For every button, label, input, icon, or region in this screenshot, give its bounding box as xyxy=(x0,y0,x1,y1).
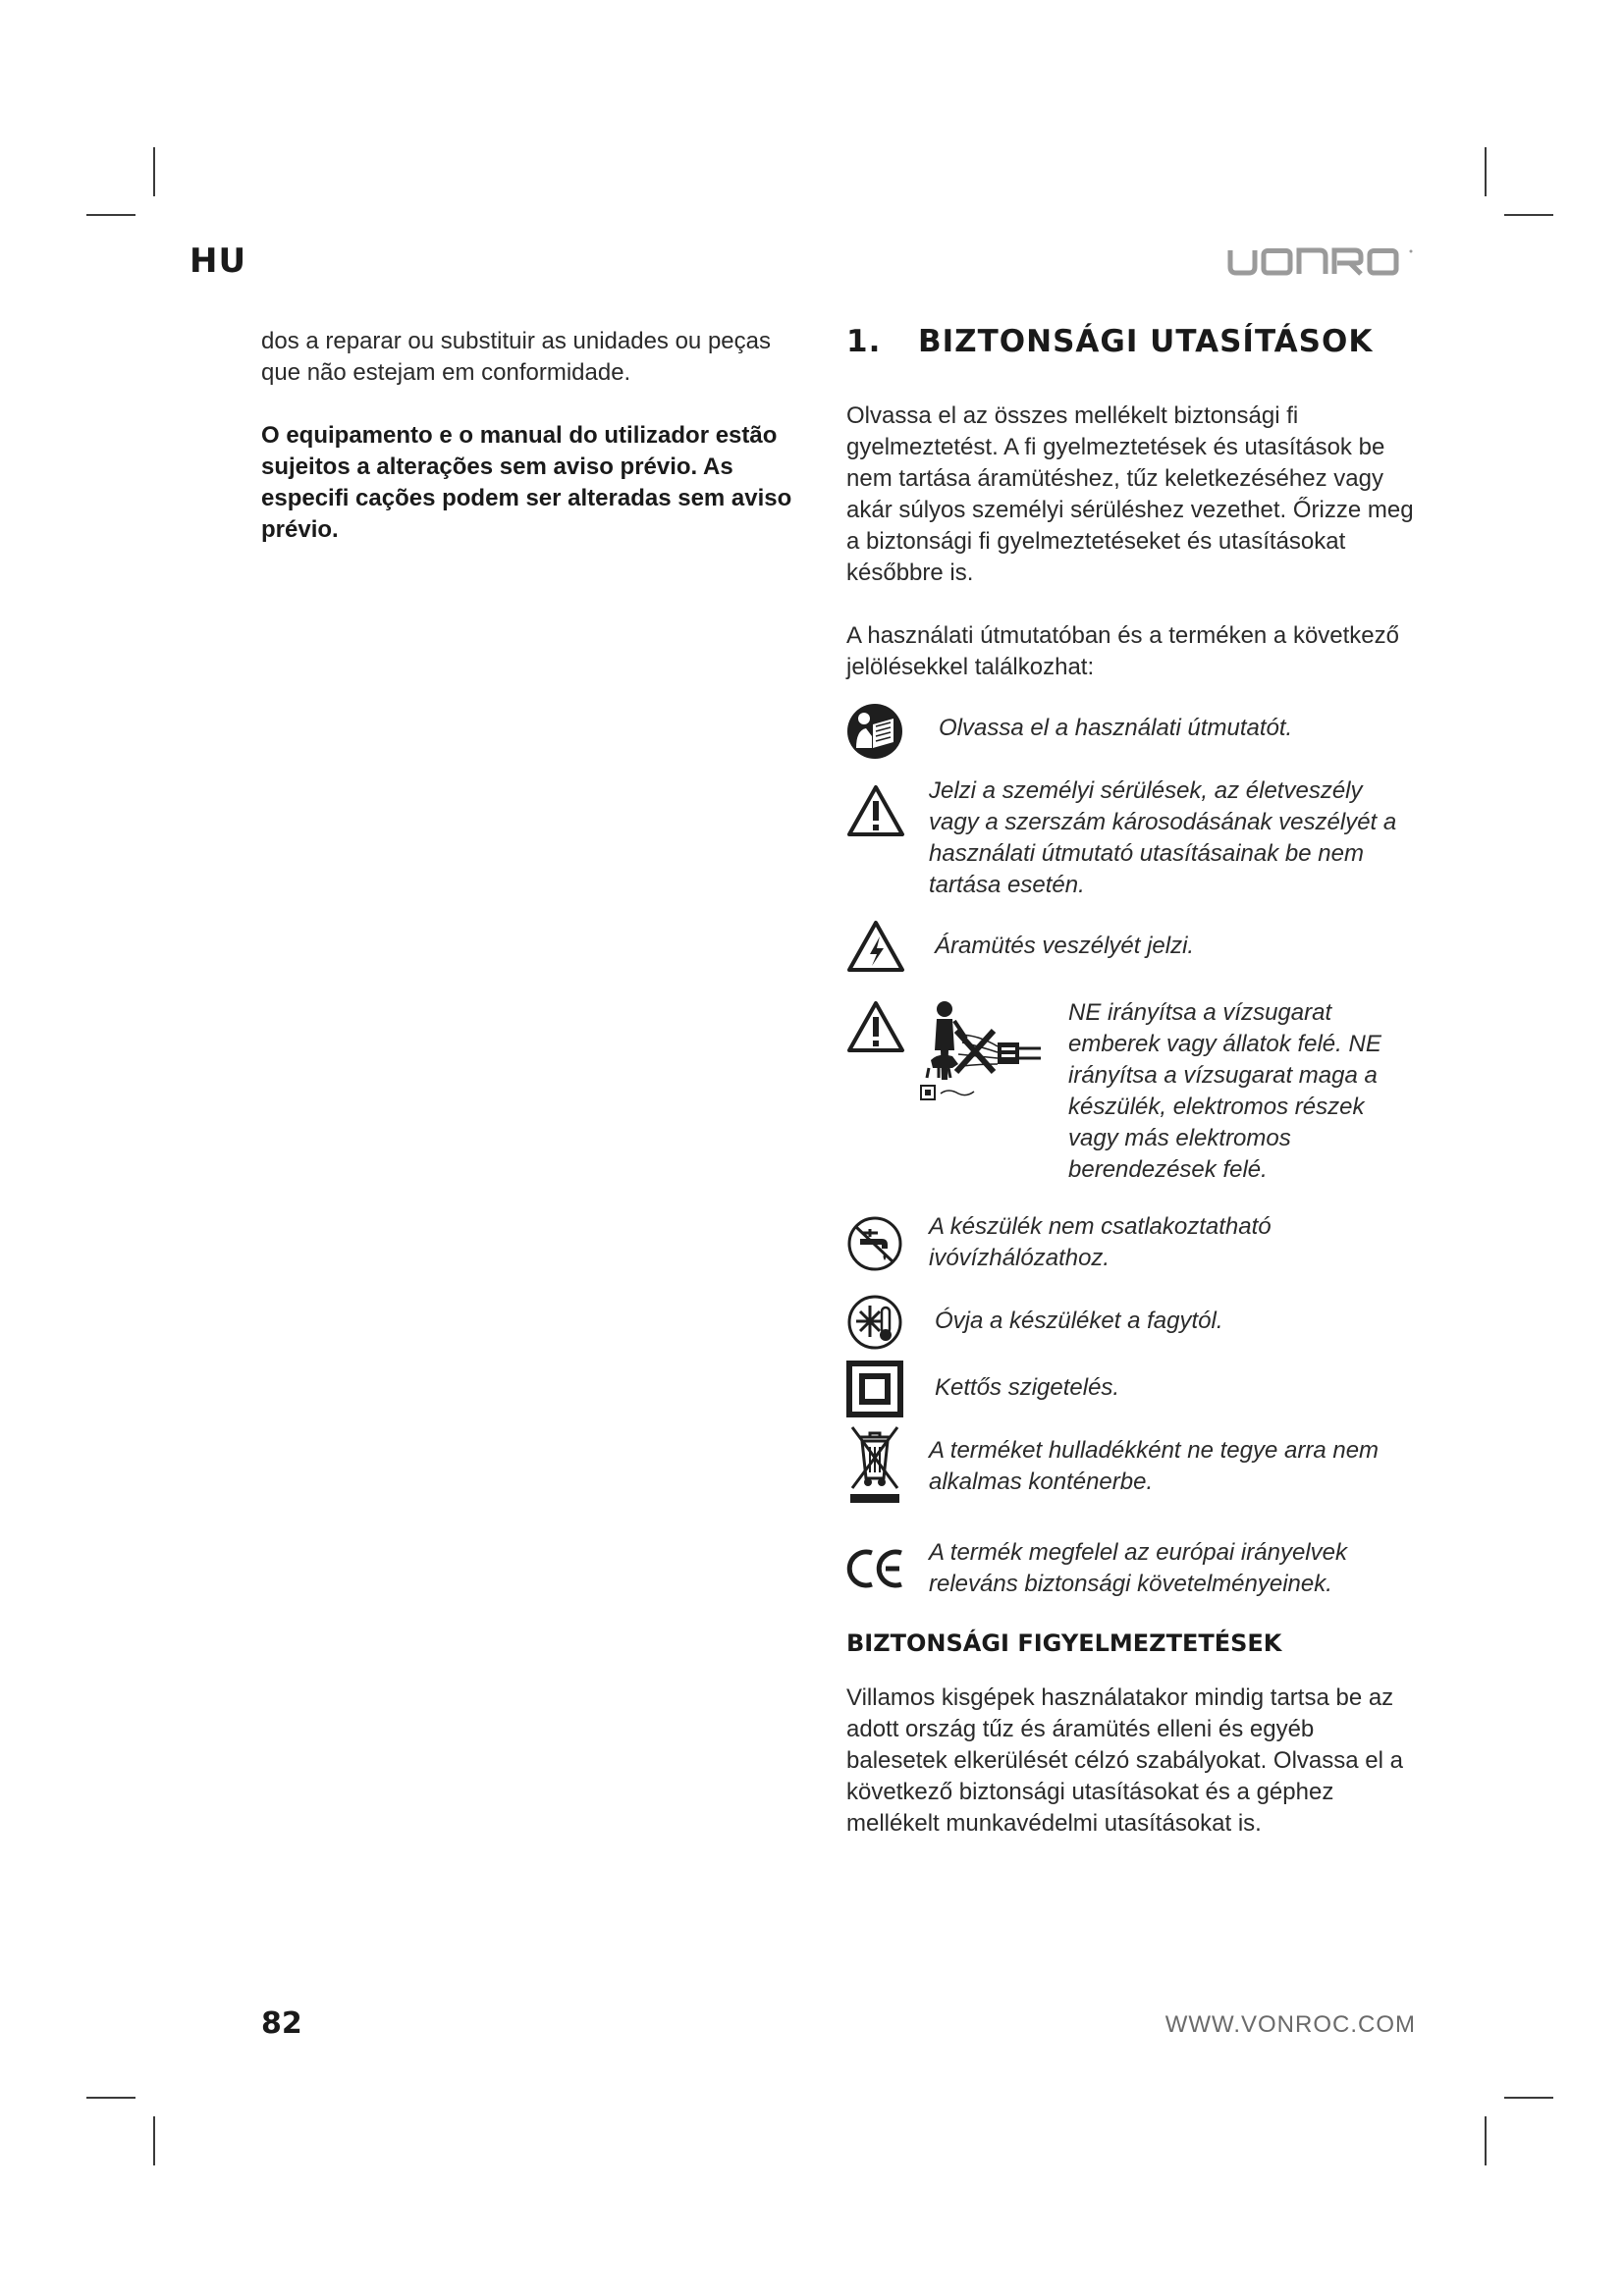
warranty-paragraph: dos a reparar ou substituir as unidades ou peças que não estejam em conformidade. xyxy=(261,328,771,386)
crop-mark xyxy=(86,214,135,216)
symbol-text: Áramütés veszélyét jelzi. xyxy=(935,933,1195,959)
symbol-row xyxy=(846,1294,1416,1353)
symbol-text: NE irányítsa a vízsugarat emberek vagy állatok felé. NE irányítsa a vízsugarat maga a készülék, elektromos részek vagy más elektromos berendezések felé. xyxy=(1068,999,1381,1183)
electric-shock-icon xyxy=(846,919,905,983)
left-column xyxy=(261,326,811,577)
website-url: WWW.VONROC.COM xyxy=(1164,2011,1416,2038)
no-water-jet-icon xyxy=(919,995,1043,1112)
symbol-row xyxy=(846,703,1416,762)
symbol-row xyxy=(846,919,1416,978)
warning-triangle-icon xyxy=(846,999,905,1063)
language-code: HU xyxy=(189,241,247,281)
symbol-text: Óvja a készüléket a fagytól. xyxy=(935,1308,1223,1334)
symbol-row xyxy=(846,774,1416,901)
symbol-row xyxy=(846,995,1416,1192)
crop-mark xyxy=(1485,2116,1487,2165)
symbol-row xyxy=(846,1209,1416,1278)
crop-mark xyxy=(153,147,155,196)
change-notice: O equipamento e o manual do utilizador estão sujeitos a alterações sem aviso prévio. As especifi cações podem ser alteradas sem aviso prévio. xyxy=(261,422,792,543)
weee-bin-icon xyxy=(846,1423,903,1513)
crop-mark xyxy=(153,2116,155,2165)
symbol-row xyxy=(846,1535,1416,1604)
warnings-paragraph: Villamos kisgépek használatakor mindig tartsa be az adott ország tűz és áramütés elleni és egyéb balesetek elkerülését célzó szabályokat. Olvassa el a következő biztonsági utasításokat és a géphez mellékelt munkavédelmi utasításokat is. xyxy=(846,1684,1403,1837)
section-number: 1. xyxy=(846,324,882,359)
symbol-row xyxy=(846,1423,1416,1512)
crop-mark xyxy=(86,2097,135,2099)
section-heading xyxy=(846,322,1416,361)
double-insulation-icon xyxy=(846,1361,903,1426)
symbol-text: A termék megfelel az európai irányelvek releváns biztonsági követelményeinek. xyxy=(929,1539,1347,1597)
crop-mark xyxy=(1485,147,1487,196)
ce-mark-icon xyxy=(846,1547,905,1599)
page-number: 82 xyxy=(261,2006,302,2041)
right-column xyxy=(846,322,1416,1837)
symbol-row xyxy=(846,1361,1416,1419)
no-drinking-water-icon xyxy=(846,1215,903,1281)
read-manual-icon xyxy=(846,703,903,769)
symbol-text: Kettős szigetelés. xyxy=(935,1374,1120,1401)
intro-paragraph: Olvassa el az összes mellékelt biztonsági fi gyelmeztetést. A fi gyelmeztetések és utasítások be nem tartása áramütéshez, tűz keletkezéséhez vagy akár súlyos személyi sérüléshez vezethet. Őrizze meg a biztonsági fi gyelmeztetéseket és utasításokat későbbre is. xyxy=(846,402,1414,586)
warnings-heading: BIZTONSÁGI FIGYELMEZTETÉSEK xyxy=(846,1629,1282,1657)
symbol-text: A terméket hulladékként ne tegye arra nem alkalmas konténerbe. xyxy=(929,1437,1380,1495)
symbol-text: A készülék nem csatlakoztatható ivóvízhálózathoz. xyxy=(929,1213,1272,1271)
section-title: BIZTONSÁGI UTASÍTÁSOK xyxy=(918,324,1374,359)
crop-mark xyxy=(1504,2097,1553,2099)
symbol-text: Jelzi a személyi sérülések, az életveszély vagy a szerszám károsodásának veszélyét a használati útmutató utasításainak be nem tartása esetén. xyxy=(929,777,1397,898)
symbol-text: Olvassa el a használati útmutatót. xyxy=(939,715,1293,741)
warning-triangle-icon xyxy=(846,783,905,847)
brand-logo xyxy=(1227,247,1414,282)
frost-protection-icon xyxy=(846,1294,903,1360)
crop-mark xyxy=(1504,214,1553,216)
symbols-intro: A használati útmutatóban és a terméken a következő jelölésekkel találkozhat: xyxy=(846,622,1400,680)
